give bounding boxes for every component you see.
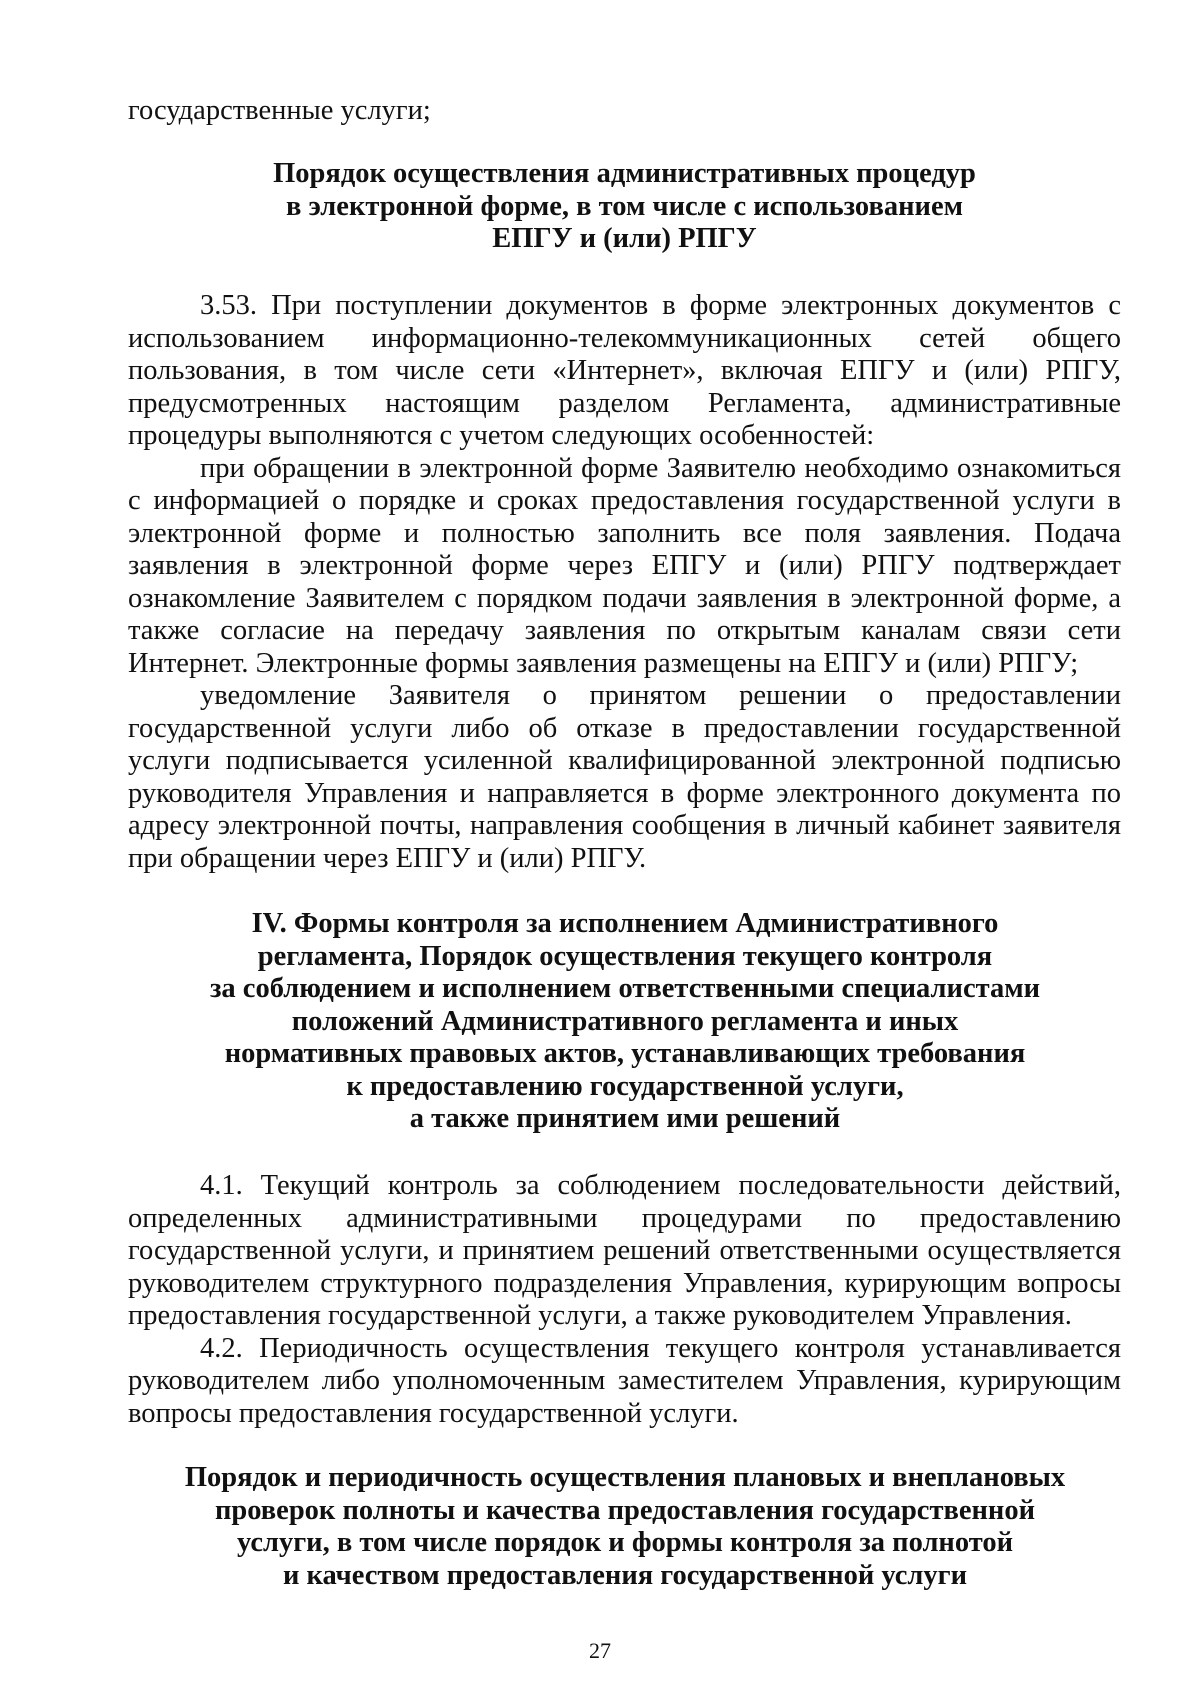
heading-line: и качеством предоставления государственной услуги [283, 1559, 967, 1591]
paragraph-3-53: 3.53. При поступлении документов в форме электронных документов с использованием информационно-телекоммуникационных сетей общего пользования, в том числе сети «Интернет», включая ЕПГУ и (или) РПГУ, предусмотренных настоящим разделом Регламента, административные процедуры выполняются с учетом следующих особенностей: [128, 290, 1121, 451]
paragraph-4-1: 4.1. Текущий контроль за соблюдением последовательности действий, определенных административными процедурами по предоставлению государственной услуги, и принятием решений ответственными осуществляется руководителем структурного подразделения Управления, курирующим вопросы предоставления государственной услуги, а также руководителем Управления. [128, 1170, 1121, 1331]
continuation-text-block [128, 95, 1121, 128]
page-number: 27 [589, 1638, 611, 1663]
heading-line: услуги, в том числе порядок и формы контроля за полнотой [236, 1527, 1014, 1558]
heading-line: а также принятием ими решений [409, 1103, 841, 1134]
heading-line: регламента, Порядок осуществления текущего контроля [257, 940, 993, 972]
section-heading-electronic-procedures [128, 158, 1121, 256]
section-body-electronic-procedures [128, 290, 1121, 875]
heading-line: проверок полноты и качества предоставления государственной [214, 1494, 1035, 1526]
heading-line: положений Административного регламента и иных [291, 1005, 959, 1037]
section-heading-control-forms [150, 908, 1100, 1136]
section-body-current-control [128, 1170, 1121, 1430]
heading-line: Порядок и периодичность осуществления плановых и внеплановых [184, 1462, 1066, 1493]
heading-line: IV. Формы контроля за исполнением Административного [251, 908, 999, 939]
heading-line: к предоставлению государственной услуги, [346, 1070, 904, 1102]
heading-line: нормативных правовых актов, устанавливающих требования [224, 1038, 1026, 1069]
paragraph-electronic-application: при обращении в электронной форме Заявителю необходимо ознакомиться с информацией о порядке и сроках предоставления государственной услуги в электронной форме и полностью заполнить все поля заявления. Подача заявления в электронной форме через ЕПГУ и (или) РПГУ подтверждает ознакомление Заявителем с порядком подачи заявления в электронной форме, а также согласие на передачу заявления по открытым каналам связи сети Интернет. Электронные формы заявления размещены на ЕПГУ и (или) РПГУ; [128, 452, 1121, 679]
section-heading-inspections [150, 1462, 1100, 1592]
heading-line: в электронной форме, в том числе с использованием [285, 190, 964, 222]
heading-line: Порядок осуществления административных процедур [273, 158, 976, 189]
paragraph-applicant-notification: уведомление Заявителя о принятом решении о предоставлении государственной услуги либо об отказе в предоставлении государственной услуги подписывается усиленной квалифицированной электронной подписью руководителя Управления и направляется в форме электронного документа по адресу электронной почты, направления сообщения в личный кабинет заявителя при обращении через ЕПГУ и (или) РПГУ. [128, 680, 1121, 874]
heading-line: ЕПГУ и (или) РПГУ [492, 223, 757, 254]
heading-line: за соблюдением и исполнением ответственными специалистами [209, 973, 1041, 1004]
continuation-text: государственные услуги; [128, 95, 431, 126]
paragraph-4-2: 4.2. Периодичность осуществления текущего контроля устанавливается руководителем либо уполномоченным заместителем Управления, курирующим вопросы предоставления государственной услуги. [128, 1332, 1121, 1429]
